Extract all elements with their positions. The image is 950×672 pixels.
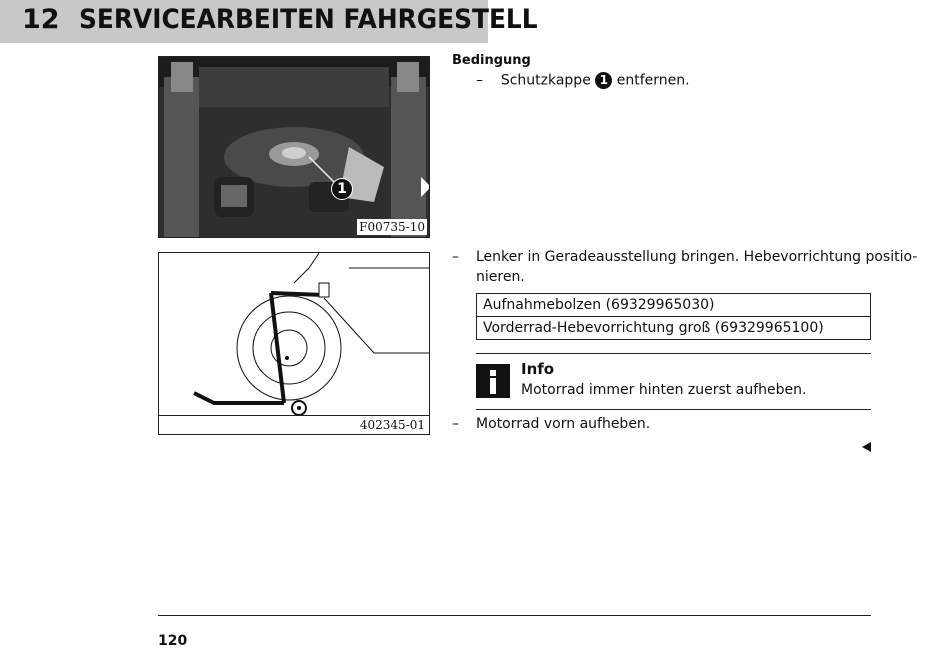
chapter-header bbox=[0, 0, 538, 43]
chapter-title: SERVICEARBEITEN FAHRGESTELL bbox=[79, 4, 538, 35]
section-end-marker-icon bbox=[862, 442, 871, 452]
tool-cell: Aufnahmebolzen (69329965030) bbox=[477, 294, 871, 317]
info-bottom-rule bbox=[476, 409, 871, 410]
step-text-after: entfernen. bbox=[616, 72, 690, 89]
figure-lift-stand bbox=[158, 252, 430, 435]
figure-photo-protective-cap bbox=[158, 56, 430, 238]
step-dash: – bbox=[452, 416, 459, 432]
info-icon bbox=[476, 364, 510, 398]
condition-heading: Bedingung bbox=[452, 53, 531, 68]
motorcycle-photo-drawing bbox=[159, 57, 430, 238]
step-dash: – bbox=[452, 249, 459, 265]
step-text-line2: nieren. bbox=[476, 269, 525, 285]
step-text-line1: Lenker in Geradeausstellung bringen. Hebevorrichtung positio- bbox=[476, 249, 918, 265]
info-top-rule bbox=[476, 353, 871, 354]
figure-label: 402345-01 bbox=[159, 415, 429, 434]
callout-1: 1 bbox=[331, 178, 353, 200]
info-text: Motorrad immer hinten zuerst aufheben. bbox=[521, 382, 807, 398]
callout-ref-1: 1 bbox=[595, 72, 612, 89]
lift-stand-drawing bbox=[159, 253, 430, 418]
table-row bbox=[477, 294, 871, 317]
tool-cell: Vorderrad-Hebevorrichtung groß (69329965100) bbox=[477, 317, 871, 340]
info-title: Info bbox=[521, 360, 555, 378]
condition-step bbox=[476, 72, 690, 89]
step-dash: – bbox=[476, 72, 483, 89]
step-text: Motorrad vorn aufheben. bbox=[476, 416, 651, 432]
page-number: 120 bbox=[158, 633, 188, 649]
step-text-before: Schutzkappe bbox=[500, 72, 591, 89]
chapter-number: 12 bbox=[22, 4, 60, 35]
tools-table bbox=[476, 293, 871, 340]
figure-label: F00735-10 bbox=[359, 220, 425, 234]
footer-rule bbox=[158, 615, 871, 616]
table-row bbox=[477, 317, 871, 340]
